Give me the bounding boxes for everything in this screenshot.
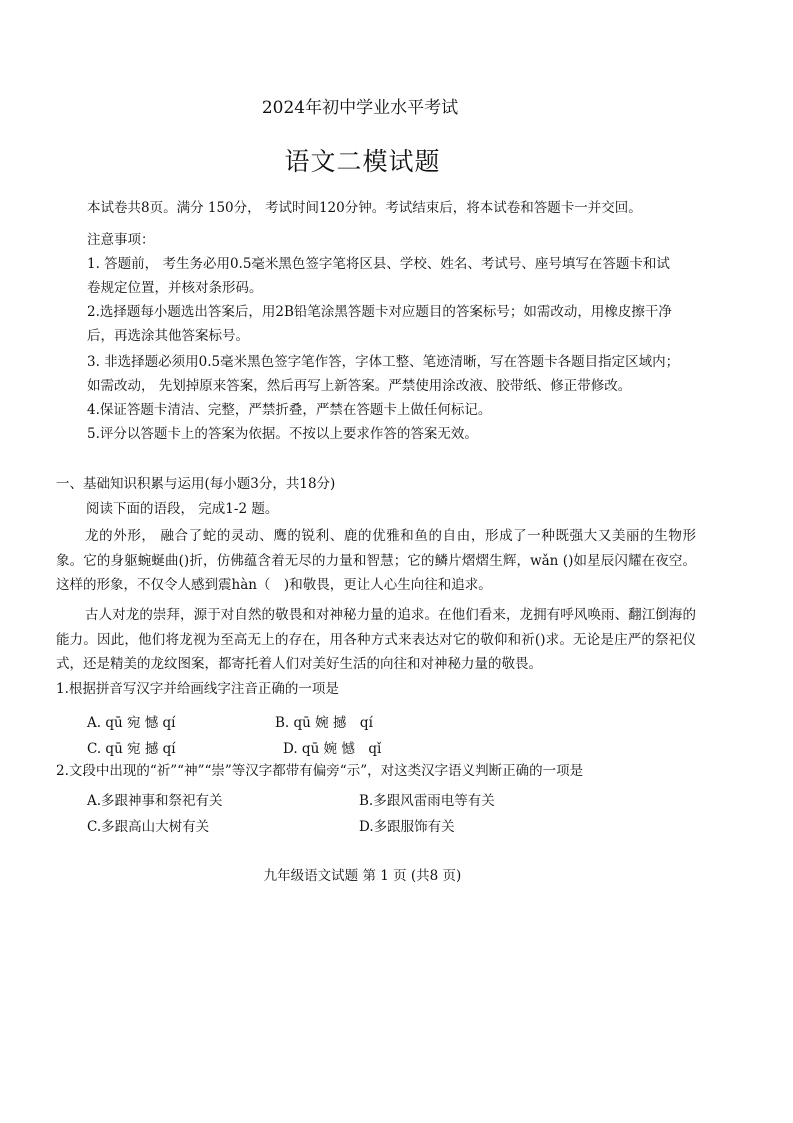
intro-text: 本试卷共8页。满分 150分， 考试时间120分钟。考试结束后，将本试卷和答题卡一并交回。 — [87, 200, 642, 216]
question-1-option-b: B. qū 婉 撼 qí — [275, 715, 373, 731]
question-1-option-d: D. qū 婉 憾 qǐ — [283, 741, 382, 757]
question-1-option-a: A. qū 宛 憾 qí — [87, 715, 176, 731]
reading-paragraph-1: 龙的外形， 融合了蛇的灵动、鹰的锐利、鹿的优雅和鱼的自由，形成了一种既强大又美丽的生物形象。它的身躯蜿蜒曲()折，仿佛蕴含着无尽的力量和智慧；它的鳞片熠熠生辉，wǎn ()如星辰闪耀在夜空。这样的形象，不仅令人感到震hàn（ )和敬畏，更让人心生向往和追求。 — [56, 528, 696, 593]
page-footer: 九年级语文试题 第 1 页 (共8 页) — [263, 868, 462, 884]
question-2-option-c: C.多跟高山大树有关 — [87, 819, 210, 835]
notes-heading: 注意事项： — [87, 232, 155, 248]
note-4: 4.保证答题卡清洁、完整，严禁折叠，严禁在答题卡上做任何标记。 — [87, 402, 492, 418]
note-5: 5.评分以答题卡上的答案为依据。不按以上要求作答的答案无效。 — [87, 426, 478, 442]
reading-instruction: 阅读下面的语段， 完成1-2 题。 — [86, 501, 279, 517]
note-1-line-2: 卷规定位置，并核对条形码。 — [87, 280, 263, 296]
question-2-option-d: D.多跟服饰有关 — [359, 819, 455, 835]
question-2-option-b: B.多跟风雷雨电等有关 — [359, 793, 495, 809]
question-1-option-c: C. qū 宛 撼 qí — [87, 741, 176, 757]
reading-paragraph-2: 古人对龙的崇拜，源于对自然的敬畏和对神秘力量的追求。在他们看来，龙拥有呼风唤雨、翻江倒海的能力。因此，他们将龙视为至高无上的存在，用各种方式来表达对它的敬仰和祈()求。无论是庄严的祭祀仪式，还是精美的龙纹图案，都寄托着人们对美好生活的向往和对神秘力量的敬畏。 — [56, 607, 696, 672]
main-title: 语文二模试题 — [284, 147, 441, 176]
note-3-line-1: 3. 非选择题必须用0.5毫米黑色签字笔作答，字体工整、笔迹清晰，写在答题卡各题目指定区域内； — [87, 354, 680, 370]
question-1-stem: 1.根据拼音写汉字并给画线字注音正确的一项是 — [56, 681, 339, 697]
question-2-stem: 2.文段中出现的“祈”“神”“崇”等汉字都带有偏旁“示”，对这类汉字语义判断正确的一项是 — [56, 763, 584, 779]
exam-title: 2024年初中学业水平考试 — [261, 98, 459, 118]
note-3-line-2: 如需改动， 先划掉原来答案，然后再写上新答案。严禁使用涂改液、胶带纸、修正带修改。 — [87, 378, 632, 394]
note-2-line-1: 2.选择题每小题选出答案后，用2B铅笔涂黑答题卡对应题目的答案标号；如需改动，用橡皮擦干净 — [87, 304, 672, 320]
note-2-line-2: 后，再选涂其他答案标号。 — [87, 328, 249, 344]
note-1-line-1: 1. 答题前， 考生务必用0.5毫米黑色签字笔将区县、学校、姓名、考试号、座号填写在答题卡和试 — [87, 256, 670, 272]
section-1-heading: 一、基础知识积累与运用(每小题3分，共18分) — [56, 476, 336, 492]
question-2-option-a: A.多跟神事和祭祀有关 — [87, 793, 223, 809]
